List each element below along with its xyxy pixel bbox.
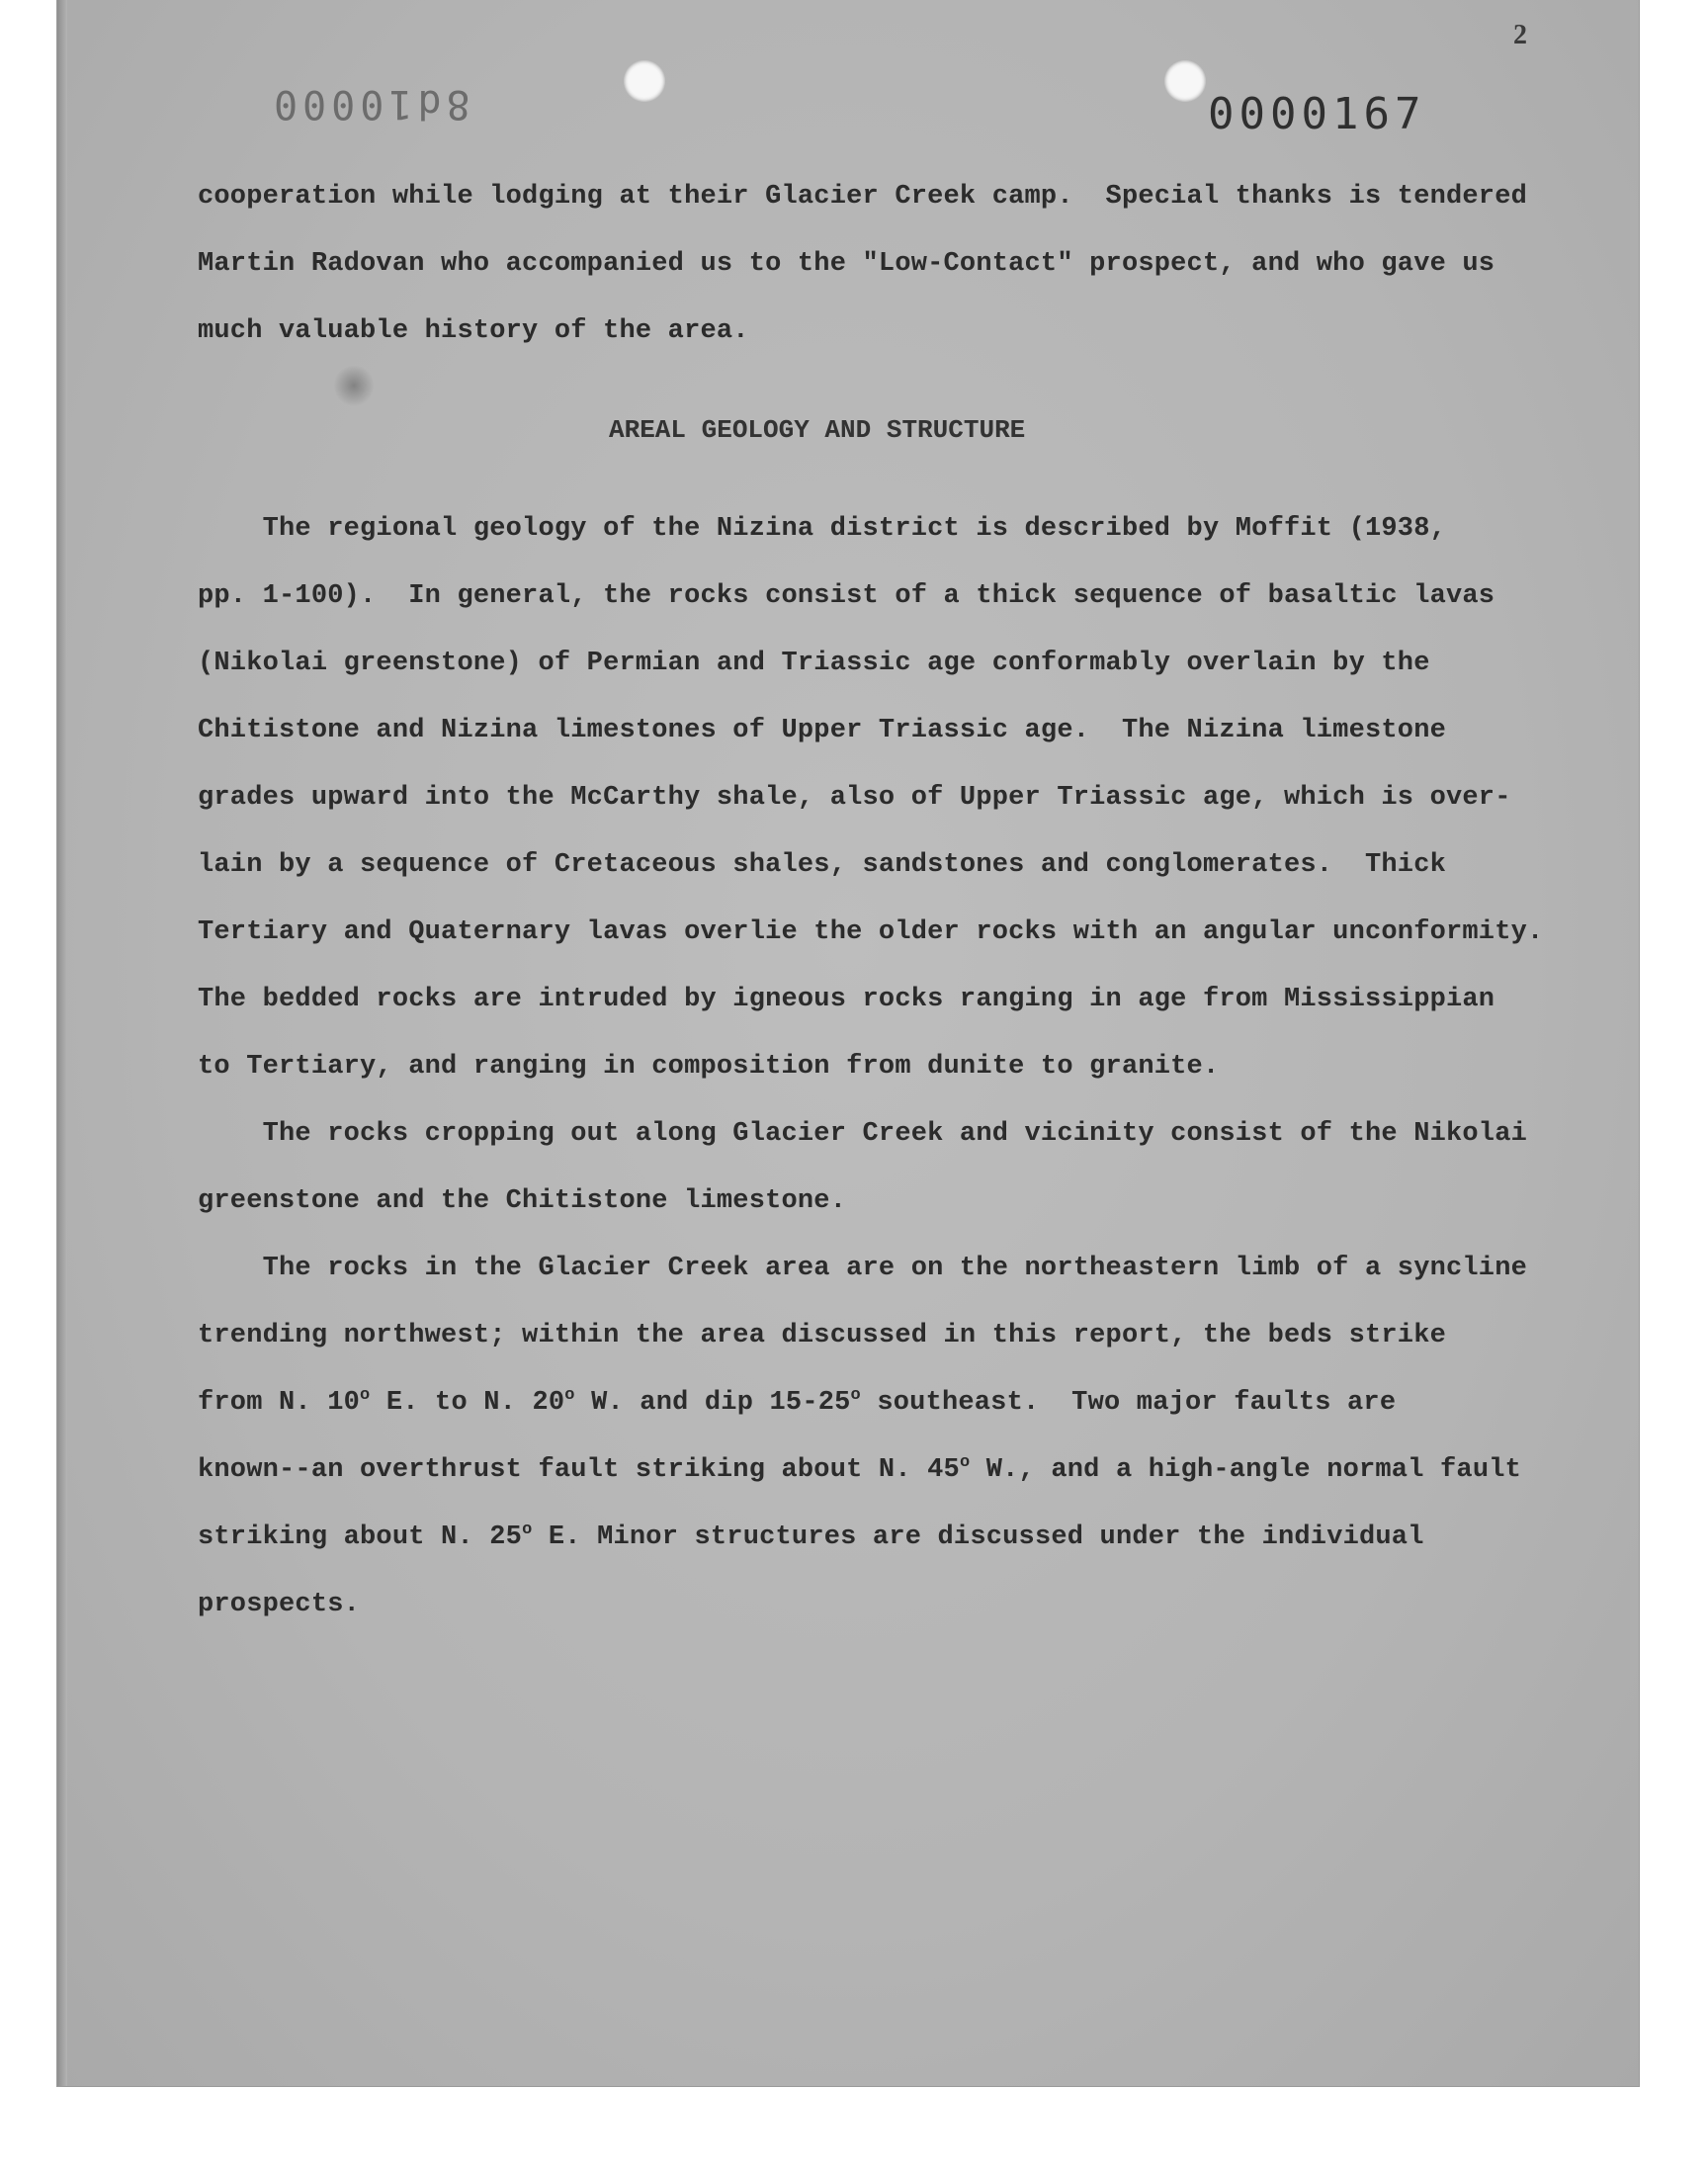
text-line: prospects. [198,1590,361,1619]
text-fragment: E. to N. 20 [370,1388,565,1418]
text-fragment: W. and dip 15-25 [574,1388,851,1418]
text-line: grades upward into the McCarthy shale, also of Upper Triassic age, which is over- [198,783,1511,813]
text-fragment: known--an overthrust fault striking about N. 45 [198,1455,960,1485]
text-line [198,1388,1396,1418]
degree-mark: o [522,1521,533,1539]
text-line: The bedded rocks are intruded by igneous rocks ranging in age from Mississippian [198,985,1495,1014]
text-line: pp. 1-100). In general, the rocks consist of a thick sequence of basaltic lavas [198,581,1495,611]
page-number: 2 [1513,20,1527,50]
scanned-page [57,0,1639,2086]
text-line: trending northwest; within the area discussed in this report, the beds strike [198,1321,1447,1350]
text-line: Martin Radovan who accompanied us to the "Low-Contact" prospect, and who gave us [198,249,1495,279]
degree-mark: o [564,1386,575,1405]
page-edge-shadow [57,0,67,2086]
text-line: much valuable history of the area. [198,316,749,346]
text-line: The rocks cropping out along Glacier Creek and vicinity consist of the Nikolai [198,1119,1528,1149]
document-stamp-left: 8d10000 [269,81,470,127]
text-line: The rocks in the Glacier Creek area are on the northeastern limb of a syncline [198,1254,1528,1283]
text-line: Chitistone and Nizina limestones of Upper Triassic age. The Nizina limestone [198,716,1447,745]
text-line: (Nikolai greenstone) of Permian and Triassic age conformably overlain by the [198,649,1430,678]
text-fragment: striking about N. 25 [198,1522,523,1552]
section-heading: AREAL GEOLOGY AND STRUCTURE [609,415,1026,445]
text-line: lain by a sequence of Cretaceous shales, sandstones and conglomerates. Thick [198,850,1447,880]
degree-mark: o [360,1386,371,1405]
punch-hole-left [624,60,665,102]
degree-mark: o [959,1453,971,1472]
text-line: cooperation while lodging at their Glacier Creek camp. Special thanks is tendered [198,182,1528,212]
text-line [198,1522,1424,1552]
text-fragment: E. Minor structures are discussed under the individual [532,1522,1424,1552]
text-line: The regional geology of the Nizina district is described by Moffit (1938, [198,514,1447,544]
document-stamp-right: 0000167 [1208,89,1426,139]
degree-mark: o [850,1386,861,1405]
text-fragment: W., and a high-angle normal fault [970,1455,1522,1485]
text-line: to Tertiary, and ranging in composition from dunite to granite. [198,1052,1220,1082]
text-line [198,1455,1521,1485]
text-line: greenstone and the Chitistone limestone. [198,1186,847,1216]
text-line: Tertiary and Quaternary lavas overlie the older rocks with an angular unconformity. [198,917,1544,947]
text-fragment: from N. 10 [198,1388,361,1418]
text-fragment: southeast. Two major faults are [860,1388,1397,1418]
ink-smudge [334,364,374,407]
punch-hole-right [1164,60,1206,102]
